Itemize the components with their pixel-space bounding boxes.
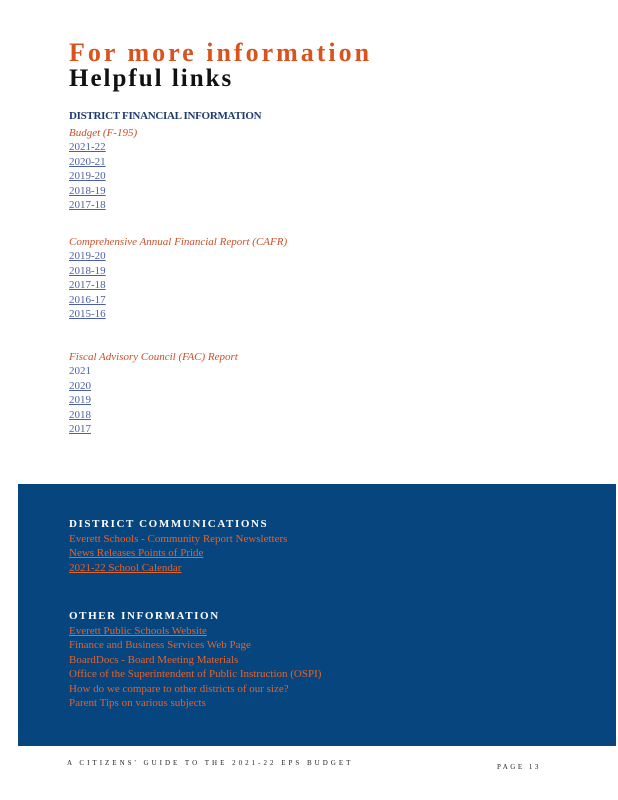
fac-link-2018[interactable]: 2018: [69, 408, 91, 421]
budget-link-2019-20[interactable]: 2019-20: [69, 170, 106, 183]
fac-link-2020[interactable]: 2020: [69, 379, 91, 392]
budget-title: Budget (F-195): [69, 127, 138, 139]
budget-link-2020-21[interactable]: 2020-21: [69, 155, 106, 168]
fac-link-2019[interactable]: 2019: [69, 394, 91, 407]
cafr-group: [69, 235, 287, 321]
cafr-link-2017-18[interactable]: 2017-18: [69, 279, 106, 292]
cafr-link-2018-19[interactable]: 2018-19: [69, 264, 106, 277]
title-for-more-information: For more information: [69, 38, 373, 67]
fac-group: [69, 350, 238, 436]
fac-link-2021[interactable]: 2021: [69, 365, 91, 378]
compare-districts-link[interactable]: How do we compare to other districts of our size?: [69, 682, 289, 695]
other-information-heading: OTHER INFORMATION: [69, 610, 220, 622]
fac-title: Fiscal Advisory Council (FAC) Report: [69, 351, 238, 363]
community-report-newsletters-link[interactable]: Everett Schools - Community Report Newsletters: [69, 533, 288, 545]
cafr-link-2016-17[interactable]: 2016-17: [69, 293, 106, 306]
budget-link-2018-19[interactable]: 2018-19: [69, 184, 106, 197]
budget-link-2017-18[interactable]: 2017-18: [69, 199, 106, 212]
fac-link-2017[interactable]: 2017: [69, 423, 91, 436]
cafr-link-2015-16[interactable]: 2015-16: [69, 308, 106, 321]
cafr-link-2019-20[interactable]: 2019-20: [69, 250, 106, 263]
cafr-title: Comprehensive Annual Financial Report (CAFR): [69, 236, 288, 248]
school-calendar-link[interactable]: 2021-22 School Calendar: [69, 561, 182, 574]
communications-list: [69, 532, 287, 575]
budget-link-2021-22[interactable]: 2021-22: [69, 141, 106, 154]
eps-website-link[interactable]: Everett Public Schools Website: [69, 625, 207, 637]
finance-business-services-link[interactable]: Finance and Business Services Web Page: [69, 639, 251, 652]
other-information-list: [69, 624, 321, 710]
news-releases-link[interactable]: News Releases Points of Pride: [69, 547, 204, 560]
footer-guide-title: A CITIZENS' GUIDE TO THE 2021-22 EPS BUDGET: [67, 759, 354, 767]
ospi-link[interactable]: Office of the Superintendent of Public Instruction (OSPI): [69, 668, 322, 681]
parent-tips-link[interactable]: Parent Tips on various subjects: [69, 697, 206, 710]
budget-group: [69, 126, 137, 212]
title-helpful-links: Helpful links: [69, 65, 234, 92]
district-communications-heading: DISTRICT COMMUNICATIONS: [69, 518, 269, 530]
boarddocs-link[interactable]: BoardDocs - Board Meeting Materials: [69, 653, 239, 666]
footer-page-number: PAGE 13: [497, 763, 541, 771]
district-financial-information-heading: DISTRICT FINANCIAL INFORMATION: [69, 110, 262, 122]
blue-info-band: [18, 484, 616, 746]
